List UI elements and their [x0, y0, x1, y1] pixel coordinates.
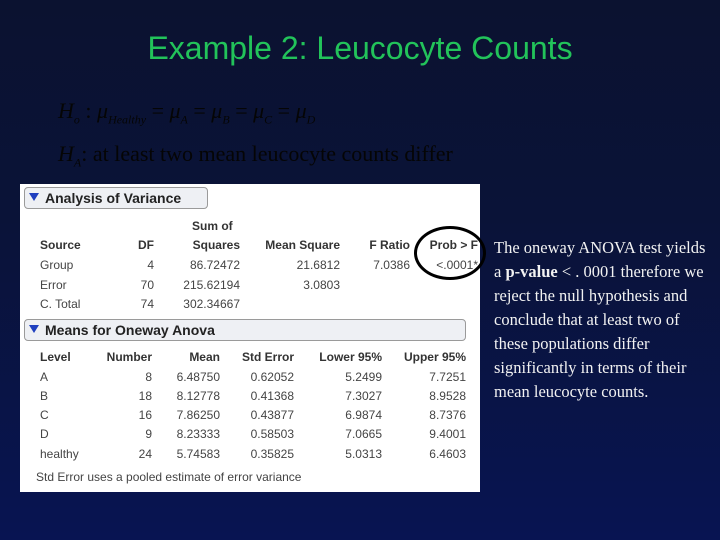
anova-f: 7.0386 [373, 258, 410, 272]
header-lower-95: Lower 95% [319, 350, 382, 364]
header-std-error: Std Error [241, 350, 294, 364]
means-mean: 6.48750 [176, 370, 220, 384]
header-source: Source [40, 238, 81, 252]
anova-df: 70 [140, 278, 154, 292]
means-std-error: 0.35825 [250, 447, 294, 461]
anova-title: Analysis of Variance [45, 190, 182, 206]
means-std-error: 0.43877 [250, 408, 294, 422]
slide-title: Example 2: Leucocyte Counts [147, 30, 573, 66]
p-value-highlight-circle [414, 226, 486, 280]
header-upper-95: Upper 95% [403, 350, 466, 364]
means-level: C [40, 408, 49, 422]
means-level: healthy [40, 447, 79, 461]
means-upper: 8.7376 [429, 408, 466, 422]
means-lower: 5.0313 [345, 447, 382, 461]
anova-source: Error [40, 278, 67, 292]
means-level: A [40, 370, 49, 384]
means-upper: 9.4001 [429, 427, 466, 441]
conclusion-text [494, 236, 714, 404]
header-sum-of: Sum of [192, 219, 233, 233]
jmp-report-panel [20, 184, 480, 492]
anova-ms: 3.0803 [303, 278, 340, 292]
means-number: 8 [145, 370, 152, 384]
means-title: Means for Oneway Anova [45, 322, 215, 338]
conclusion-bold: p-value [505, 262, 558, 281]
anova-ss: 302.34667 [183, 297, 240, 311]
std-error-footnote: Std Error uses a pooled estimate of error variance [36, 470, 302, 484]
means-mean: 5.74583 [176, 447, 220, 461]
means-upper: 7.7251 [429, 370, 466, 384]
means-mean: 7.86250 [176, 408, 220, 422]
header-f-ratio: F Ratio [369, 238, 410, 252]
means-std-error: 0.41368 [250, 389, 294, 403]
means-number: 9 [145, 427, 152, 441]
conclusion-part1: The oneway ANOVA test yields a [494, 238, 706, 281]
means-lower: 5.2499 [345, 370, 382, 384]
means-lower: 7.0665 [345, 427, 382, 441]
means-header[interactable] [24, 319, 466, 341]
null-hypothesis: $H_o$ : $\mu_{Healthy} = \mu_A = \mu_B = \mu_C = \mu_D$ [58, 98, 316, 127]
means-level: D [40, 427, 49, 441]
anova-df: 74 [140, 297, 154, 311]
disclosure-triangle-icon[interactable] [29, 193, 39, 201]
means-lower: 7.3027 [345, 389, 382, 403]
anova-source: C. Total [40, 297, 81, 311]
means-lower: 6.9874 [345, 408, 382, 422]
means-upper: 6.4603 [429, 447, 466, 461]
header-prob: Prob > F [429, 238, 478, 252]
header-mean: Mean [189, 350, 220, 364]
anova-header[interactable] [24, 187, 208, 209]
alternative-hypothesis: $H_A$: at least two mean leucocyte counts differ [58, 141, 453, 170]
anova-df: 4 [147, 258, 154, 272]
header-squares: Squares [192, 238, 240, 252]
means-mean: 8.12778 [176, 389, 220, 403]
anova-source: Group [40, 258, 74, 272]
means-mean: 8.23333 [176, 427, 220, 441]
anova-p-value: <.0001* [436, 258, 478, 272]
means-number: 16 [138, 408, 152, 422]
anova-ms: 21.6812 [296, 258, 340, 272]
means-upper: 8.9528 [429, 389, 466, 403]
header-level: Level [40, 350, 71, 364]
header-df: DF [138, 238, 154, 252]
disclosure-triangle-icon[interactable] [29, 325, 39, 333]
means-level: B [40, 389, 49, 403]
means-std-error: 0.58503 [250, 427, 294, 441]
anova-ss: 215.62194 [183, 278, 240, 292]
conclusion-part2: < . 0001 therefore we reject the null hypothesis and conclude that at least two of these populations differ significantly in terms of their mean leucocyte counts. [494, 262, 704, 401]
means-number: 18 [138, 389, 152, 403]
anova-ss: 86.72472 [189, 258, 240, 272]
header-mean-square: Mean Square [265, 238, 340, 252]
header-number: Number [106, 350, 152, 364]
means-number: 24 [138, 447, 152, 461]
means-std-error: 0.62052 [250, 370, 294, 384]
